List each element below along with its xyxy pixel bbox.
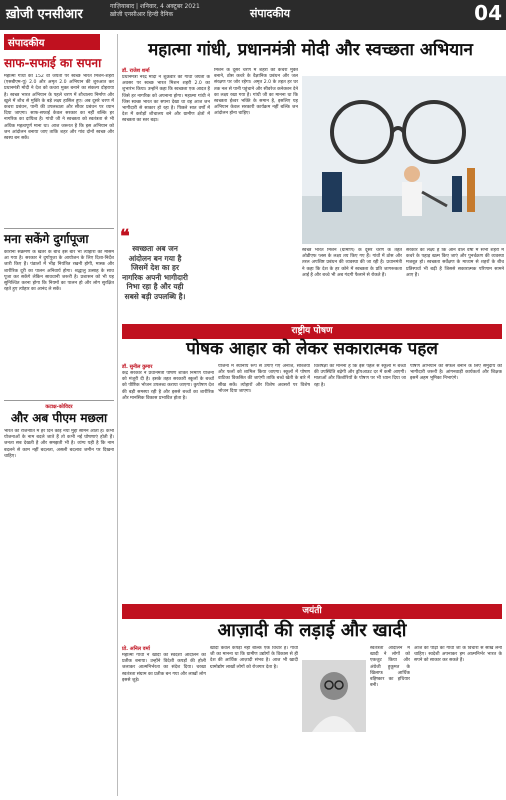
jayanti-section-band: जयंती (122, 604, 502, 619)
masthead-bar (0, 0, 506, 30)
main-headline: महात्मा गांधी, प्रधानमंत्री मोदी और स्वच्छता अभियान (148, 40, 473, 60)
jayanti-col-3 (370, 646, 410, 796)
main-col-2-text: मिशन के दूसरे चरण में शहरों को कचरा मुक्त बनाने, ठोस कचरे के वैज्ञानिक प्रबंधन और जल संरक्षण पर जोर रहेगा। अमृत 2.0 के तहत हर घर तक नल से पानी पहुंचाने और सीवरेज कनेक्शन देने का लक्ष्य रखा गया है। गांधी जी का मानना था कि स्वच्छता ईश्वर भक्ति के समान है, इसलिए यह अभियान केवल सरकारी कार्यक्रम नहीं बल्कि जन आंदोलन होना चाहिए। (214, 68, 298, 117)
national-col-1 (122, 364, 214, 609)
national-col-2-text: योजना में स्थानीय रूप से उगाए गए अनाज, सब्जियों और फलों को शामिल किया जाएगा। स्कूलों में पोषण वाटिका विकसित की जाएंगी ताकि बच्चे खेती के बारे में सीख सकें। त्योहारों और विशेष अवसरों पर विशेष भोजन दिया जाएगा। (218, 364, 310, 394)
left-article-1 (4, 56, 114, 234)
main-col-1 (122, 68, 210, 225)
main-byline: डॉ. राजेश शर्मा (122, 68, 150, 74)
jayanti-byline: प्रो. अनिल वर्मा (122, 646, 150, 652)
gandhi-glasses-illustration (302, 76, 506, 244)
national-col-4 (410, 364, 502, 608)
swachh-bharat-photo (302, 76, 506, 244)
national-col-3 (314, 364, 406, 608)
jayanti-col-3-text: स्वतंत्रता आंदोलन में खादी ने लोगों को एकजुट किया और अंग्रेजी हुकूमत के खिलाफ आर्थिक बहिष्कार का हथियार बनी। (370, 646, 410, 689)
left-article-2 (4, 232, 114, 400)
jayanti-col-4-text: आज की पीढ़ी को गांधी जी के विचारों से सीख लेनी चाहिए। स्वदेशी अपनाकर हम आत्मनिर्भर भारत के सपने को साकार कर सकते हैं। (414, 646, 502, 664)
gandhi-portrait-illustration (302, 660, 366, 732)
main-col-3 (302, 248, 402, 328)
gandhi-portrait-photo (302, 660, 366, 732)
issue-date: गाज़ियाबाद | शनिवार, 4 अक्टूबर 2021 (110, 3, 200, 10)
left-divider-2 (4, 400, 114, 401)
main-col-4-text: सरकार का लक्ष्य है कि आने वाले वर्षों में सभी शहरों में कचरे के पहाड़ खत्म किए जाएं और पुनर्चक्रण की व्यवस्था मजबूत हो। स्वच्छता सर्वेक्षण के माध्यम से शहरों के बीच प्रतिस्पर्धा भी बढ़ी है जिससे सकारात्मक परिणाम सामने आए हैं। (406, 248, 504, 278)
left-divider-1 (4, 228, 114, 229)
left-article-2-body: कोरोना संक्रमण के खतरे के बीच इस बार भी त्योहारों का मौसम आ गया है। सरकार ने दुर्गापूजा के आयोजन के लिए दिशा-निर्देश जारी किए हैं। पंडालों में भीड़ नियंत्रित रखनी होगी, मास्क और शारीरिक दूरी का पालन अनिवार्य होगा। श्रद्धालु उत्साह के साथ पूजा कर सकेंगे लेकिन सावधानी जरूरी है। प्रशासन को भी यह सुनिश्चित करना होगा कि नियमों का पालन हो और लोग सुरक्षित रहते हुए त्योहार का आनंद ले सकें। (4, 250, 114, 293)
left-article-3 (4, 404, 114, 799)
left-article-1-body: महात्मा गांधी की 152 वीं जयंती पर स्वच्छ भारत मिशन-शहरी (एसबीएम-यू) 2.0 और अमृत 2.0 अभियान की शुरुआत कर प्रधानमंत्री मोदी ने देश को कचरा मुक्त बनाने का संकल्प दोहराया है। स्वच्छ भारत अभियान के पहले चरण में शौचालय निर्माण और खुले में शौच से मुक्ति के बड़े लक्ष्य हासिल हुए। अब दूसरे चरण में कचरा प्रबंधन, पानी की उपलब्धता और सीवर प्रबंधन पर ध्यान दिया जाएगा। साफ-सफाई केवल सरकार का नहीं बल्कि हर नागरिक का दायित्व है। गांधी जी ने स्वच्छता को स्वतंत्रता से भी अधिक महत्वपूर्ण माना था। आज जरूरत है कि इस अभियान को जन आंदोलन बनाया जाए ताकि शहर और गांव दोनों स्वच्छ और स्वस्थ बन सकें। (4, 74, 114, 142)
main-col-3-text: स्वच्छ भारत मिशन (ग्रामीण) के दूसरे चरण के तहत ओडीएफ प्लस के लक्ष्य तय किए गए हैं। गांवों में ठोस और तरल अपशिष्ट प्रबंधन की व्यवस्था की जा रही है। प्रधानमंत्री ने कहा कि देश के हर कोने में स्वच्छता के प्रति जागरूकता आई है और बच्चे भी अब गंदगी फैलाने से रोकते हैं। (302, 248, 402, 278)
left-article-3-headline: और अब पीएम मछला (10, 411, 108, 425)
section-title: संपादकीय (250, 7, 291, 20)
main-col-2 (214, 68, 298, 323)
jayanti-col-2 (210, 646, 298, 796)
column-rule (117, 34, 118, 796)
national-col-3-text: विशेषज्ञों का मानना है कि इस पहल से स्कूलों में बच्चों की उपस्थिति बढ़ेगी और ड्रॉपआउट दर में कमी आएगी। माताओं और किशोरियों के पोषण पर भी ध्यान दिया जा रहा है। (314, 364, 406, 388)
national-col-1-text: केंद्र सरकार ने प्रधानमंत्री पोषण शक्ति निर्माण योजना को मंजूरी दी है। इसके तहत सरकारी स्कूलों के बच्चों को पौष्टिक भोजन उपलब्ध कराया जाएगा। कुपोषण देश की बड़ी समस्या रही है और इससे बच्चों का शारीरिक और मानसिक विकास प्रभावित होता है। (122, 371, 214, 401)
national-col-2 (218, 364, 310, 608)
jayanti-headline: आज़ादी की लड़ाई और खादी (217, 620, 407, 641)
editorial-label: संपादकीय (4, 34, 100, 50)
left-article-3-body: भारत की राजनीति में हर दिन कोई नया मुद्दा सामने आता है। कभी योजनाओं के नाम बदले जाते हैं तो कभी नई घोषणाएं होती हैं। जनता सब देखती है और समझती भी है। व्यंग्य यही है कि नाम बदलने से काम नहीं बदलता, असली बदलाव जमीन पर दिखना चाहिए। (4, 429, 114, 459)
national-section-band: राष्ट्रीय पोषण (122, 324, 502, 339)
main-col-4 (406, 248, 504, 328)
pull-quote (120, 226, 190, 310)
national-byline: डॉ. सुनील कुमार (122, 364, 153, 370)
main-col-1-text: प्रधानमंत्री नरेंद्र मोदी ने शुक्रवार को गांधी जयंती के अवसर पर स्वच्छ भारत मिशन शहरी 2.0 का शुभारंभ किया। उन्होंने कहा कि स्वच्छता एक आदत है जिसे हर नागरिक को अपनाना होगा। महात्मा गांधी ने जिस स्वच्छ भारत का सपना देखा था वह आज जन भागीदारी से साकार हो रहा है। पिछले सात वर्षों में देश में करोड़ों शौचालय बने और ग्रामीण क्षेत्रों में स्वच्छता का स्तर बढ़ा। (122, 75, 210, 124)
national-col-4-text: पोषण अभियान को सफल बनाने के लिए समुदाय की भागीदारी जरूरी है। आंगनवाड़ी कार्यकर्ता और शिक्षक इसमें अहम भूमिका निभाएंगे। (410, 364, 502, 382)
page-number: 04 (474, 1, 502, 25)
quote-mark-icon: ❝ (120, 226, 130, 247)
brand-logo: ख़ोजी एनसीआर (6, 7, 83, 22)
pull-quote-text: स्वच्छता अब जन आंदोलन बन गया है जिसमें देश का हर नागरिक अपनी भागीदारी निभा रहा है और यही सबसे बड़ी उपलब्धि है। (122, 244, 188, 301)
issue-meta (110, 3, 270, 19)
jayanti-col-1-text: महात्मा गांधी ने खादी को स्वदेशी आंदोलन का प्रतीक बनाया। उन्होंने विदेशी कपड़ों की होली जलाकर आत्मनिर्भरता का संदेश दिया। चरखा स्वतंत्रता संग्राम का प्रतीक बन गया और लाखों लोग इससे जुड़े। (122, 653, 206, 683)
national-headline: पोषक आहार को लेकर सकारात्मक पहल (186, 339, 438, 359)
left-article-1-headline: साफ-सफाई का सपना (4, 56, 102, 70)
issue-paper: ख़ोजी एनसीआर हिन्दी दैनिक (110, 11, 174, 18)
jayanti-col-1 (122, 646, 206, 793)
jayanti-col-2-text: खादी केवल कपड़ा नहीं बल्कि एक विचार है। गांधी जी का मानना था कि ग्रामीण उद्योगों के विकास से ही देश की आर्थिक आज़ादी संभव है। आज भी खादी ग्रामोद्योग लाखों लोगों को रोजगार देता है। (210, 646, 298, 670)
left-article-2-headline: मना सकेंगे दुर्गापूजा (4, 232, 89, 246)
left-article-3-kicker: कटाक्ष-कोविदर (45, 404, 73, 410)
jayanti-col-4 (414, 646, 502, 796)
